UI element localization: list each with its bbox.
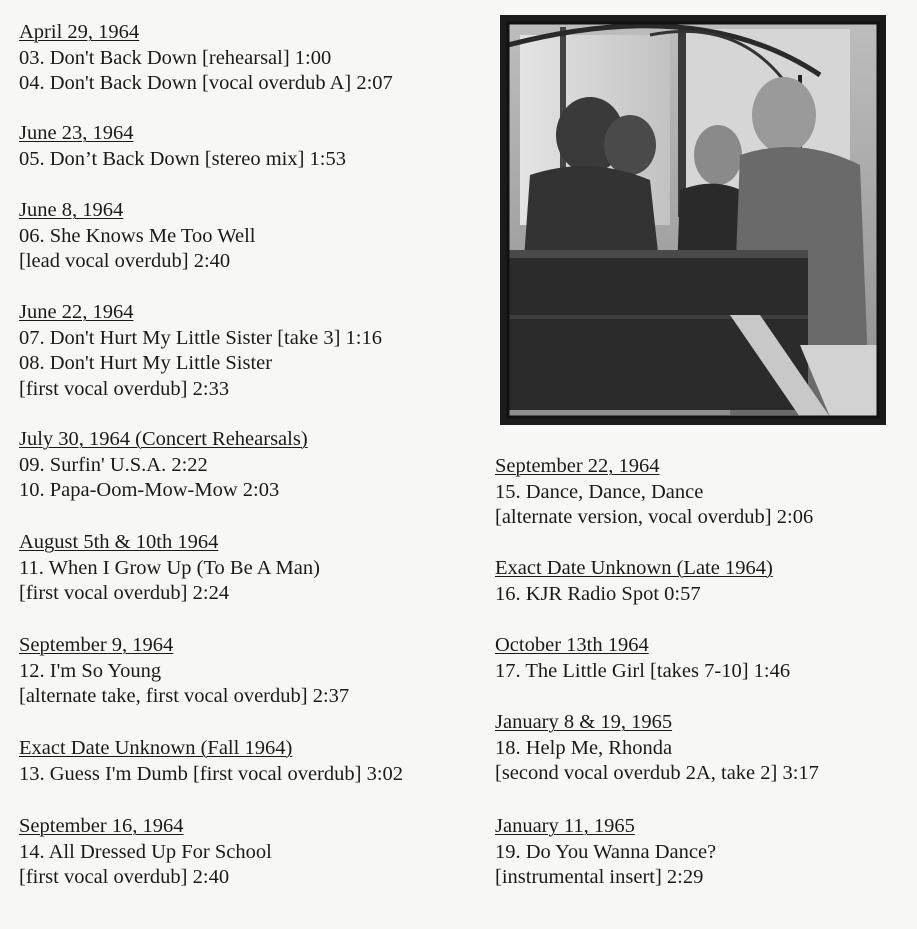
track-line: [alternate take, first vocal overdub] 2:37: [19, 685, 350, 707]
session-january-11-1965: [495, 814, 905, 891]
session-september-16-1964: [19, 814, 479, 891]
track-line: 16. KJR Radio Spot 0:57: [495, 582, 701, 605]
session-september-22-1964: [495, 454, 905, 531]
track-line: 19. Do You Wanna Dance?: [495, 840, 717, 863]
session-late-1964: [495, 556, 905, 607]
track-line: 18. Help Me, Rhonda: [495, 736, 673, 759]
studio-session-photo: [500, 15, 886, 425]
track-line: 03. Don't Back Down [rehearsal] 1:00: [19, 46, 332, 69]
track-line: 12. I'm So Young: [19, 659, 162, 682]
track-line: 13. Guess I'm Dumb [first vocal overdub] 3:02: [19, 762, 404, 785]
session-june-22-1964: [19, 300, 479, 402]
session-date: April 29, 1964: [19, 21, 140, 43]
track-line: [first vocal overdub] 2:24: [19, 582, 230, 604]
session-date: June 23, 1964: [19, 122, 134, 144]
session-september-9-1964: [19, 633, 479, 710]
track-line: 08. Don't Hurt My Little Sister: [19, 352, 273, 374]
track-line: 05. Don’t Back Down [stereo mix] 1:53: [19, 147, 346, 170]
track-line: 15. Dance, Dance, Dance: [495, 480, 704, 503]
session-october-13-1964: [495, 633, 905, 684]
track-line: [alternate version, vocal overdub] 2:06: [495, 506, 814, 528]
session-date: January 8 & 19, 1965: [495, 711, 673, 733]
session-july-30-1964: [19, 427, 479, 504]
session-june-8-1964: [19, 198, 479, 275]
track-line: 14. All Dressed Up For School: [19, 840, 272, 863]
session-date: September 16, 1964: [19, 815, 184, 837]
track-line: 11. When I Grow Up (To Be A Man): [19, 556, 320, 579]
session-date: June 8, 1964: [19, 199, 124, 221]
track-line: 10. Papa-Oom-Mow-Mow 2:03: [19, 479, 280, 501]
session-august-1964: [19, 530, 479, 607]
photo-image: [500, 15, 886, 425]
session-date: October 13th 1964: [495, 634, 649, 656]
session-date: Exact Date Unknown (Fall 1964): [19, 737, 293, 759]
track-line: 17. The Little Girl [takes 7-10] 1:46: [495, 659, 791, 682]
track-line: 04. Don't Back Down [vocal overdub A] 2:07: [19, 72, 393, 94]
session-fall-1964: [19, 736, 479, 787]
session-april-29-1964: [19, 20, 479, 97]
track-line: [second vocal overdub 2A, take 2] 3:17: [495, 762, 819, 784]
session-date: July 30, 1964 (Concert Rehearsals): [19, 428, 308, 450]
track-line: 09. Surfin' U.S.A. 2:22: [19, 453, 208, 476]
session-date: June 22, 1964: [19, 301, 134, 323]
track-line: [first vocal overdub] 2:33: [19, 377, 230, 400]
session-date: September 9, 1964: [19, 634, 174, 656]
track-line: 06. She Knows Me Too Well: [19, 224, 256, 247]
track-line: 07. Don't Hurt My Little Sister [take 3] 1:16: [19, 326, 382, 349]
track-line: [first vocal overdub] 2:40: [19, 866, 230, 888]
session-date: September 22, 1964: [495, 455, 660, 477]
session-june-23-1964: [19, 121, 479, 172]
session-january-8-19-1965: [495, 710, 905, 787]
session-date: August 5th & 10th 1964: [19, 531, 219, 553]
track-line: [lead vocal overdub] 2:40: [19, 250, 231, 272]
session-date: January 11, 1965: [495, 815, 635, 837]
session-date: Exact Date Unknown (Late 1964): [495, 557, 773, 579]
track-line: [instrumental insert] 2:29: [495, 866, 704, 888]
